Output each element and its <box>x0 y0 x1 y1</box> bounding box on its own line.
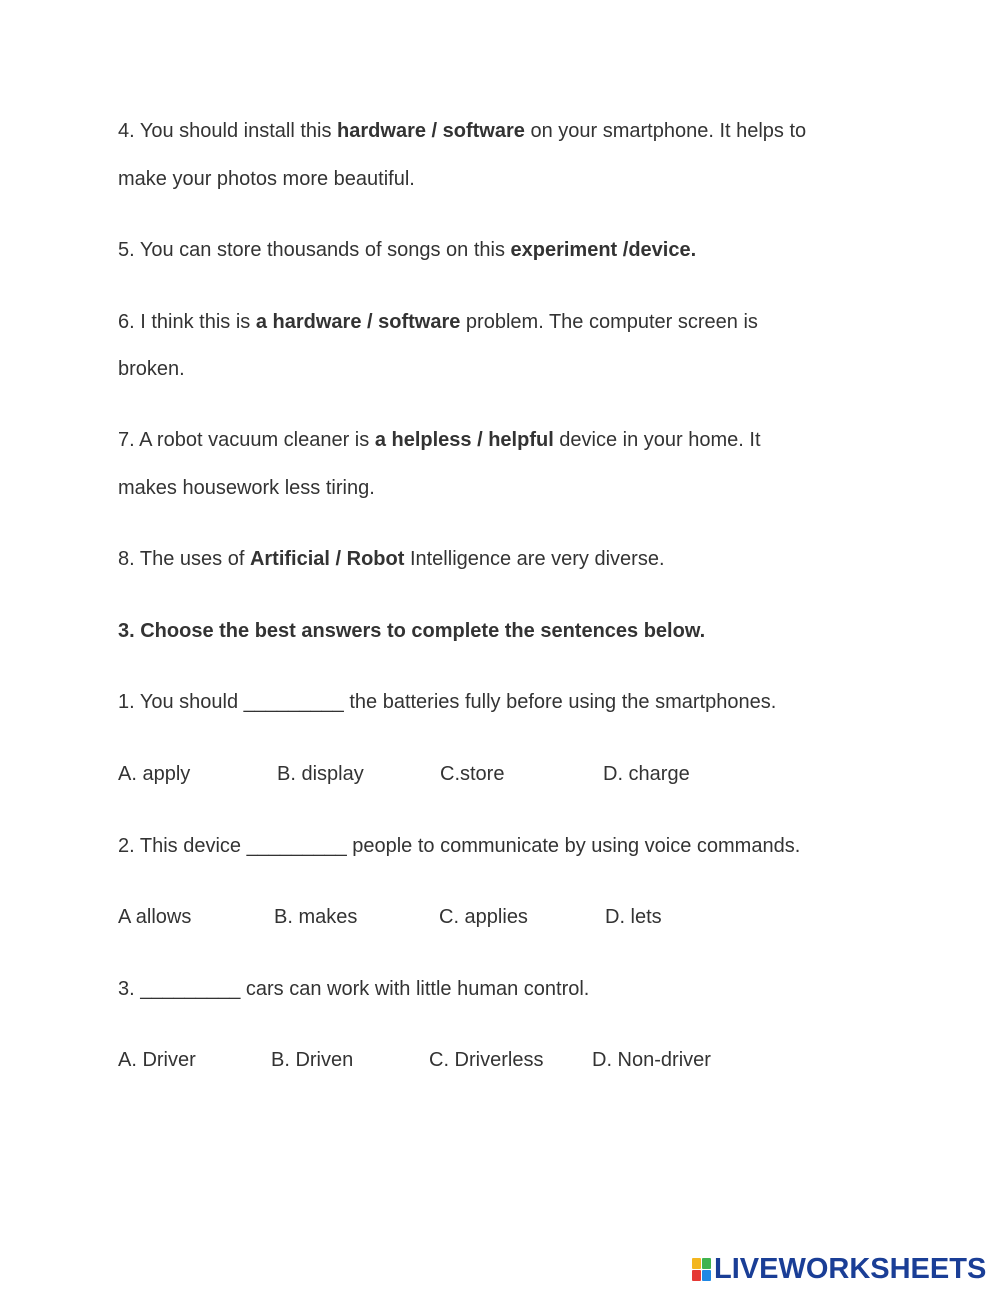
item-8-text: 8. The uses of <box>118 548 250 570</box>
item-4-text-end: on your smartphone. It helps to <box>524 120 807 142</box>
item-6-text-end: problem. The computer screen is <box>460 311 758 333</box>
liveworksheets-logo-text: LIVEWORKSHEETS <box>714 1253 987 1285</box>
question-1-option-b[interactable]: B. display <box>277 763 364 785</box>
item-8-line-1 <box>118 547 665 571</box>
question-1-option-a[interactable]: A. apply <box>118 763 191 785</box>
question-2-option-b[interactable]: B. makes <box>274 906 358 928</box>
item-4-line-2: make your photos more beautiful. <box>118 168 415 190</box>
question-1-option-d[interactable]: D. charge <box>603 763 690 785</box>
item-6-line-1 <box>118 310 758 334</box>
question-3-option-c[interactable]: C. Driverless <box>429 1049 544 1071</box>
logo-square-green <box>702 1258 711 1269</box>
item-7-line-1 <box>118 428 761 452</box>
question-3-options <box>118 1048 878 1072</box>
question-2-option-a[interactable]: A allows <box>118 906 192 928</box>
item-8-text-end: Intelligence are very diverse. <box>404 548 665 570</box>
item-6-line-2: broken. <box>118 358 185 380</box>
item-6-choice: a hardware / software <box>255 311 461 333</box>
item-4-choice: hardware / software <box>337 120 525 142</box>
liveworksheets-logo-icon <box>692 1258 711 1281</box>
logo-square-red <box>692 1270 701 1281</box>
question-2-option-c[interactable]: C. applies <box>439 906 528 928</box>
item-5-text: 5. You can store thousands of songs on this <box>118 239 511 261</box>
question-1-text: 1. You should _________ the batteries fully before using the smartphones. <box>118 691 777 713</box>
item-5-choice: experiment /device. <box>510 239 697 261</box>
item-6-text: 6. I think this is <box>118 311 256 333</box>
question-2-text: 2. This device _________ people to communicate by using voice commands. <box>118 835 801 857</box>
question-3-option-d[interactable]: D. Non-driver <box>592 1049 711 1071</box>
question-2-option-d[interactable]: D. lets <box>605 906 662 928</box>
item-4-line-1 <box>118 119 806 143</box>
question-1-option-c[interactable]: C.store <box>440 763 505 785</box>
logo-square-blue <box>702 1270 711 1281</box>
item-7-text-end: device in your home. It <box>553 429 761 451</box>
section-3-heading: 3. Choose the best answers to complete the sentences below. <box>118 620 706 642</box>
question-3-option-a[interactable]: A. Driver <box>118 1049 196 1071</box>
item-7-choice: a helpless / helpful <box>374 429 554 451</box>
liveworksheets-logo[interactable] <box>692 1255 986 1283</box>
question-1-options <box>118 762 878 786</box>
item-8-choice: Artificial / Robot <box>249 548 405 570</box>
logo-square-yellow <box>692 1258 701 1269</box>
item-4-text: 4. You should install this <box>118 120 338 142</box>
item-7-line-2: makes housework less tiring. <box>118 477 375 499</box>
question-3-option-b[interactable]: B. Driven <box>271 1049 354 1071</box>
question-3-text: 3. _________ cars can work with little human control. <box>118 978 590 1000</box>
item-5-line-1 <box>118 238 696 262</box>
item-7-text: 7. A robot vacuum cleaner is <box>118 429 375 451</box>
question-2-options <box>118 905 878 929</box>
